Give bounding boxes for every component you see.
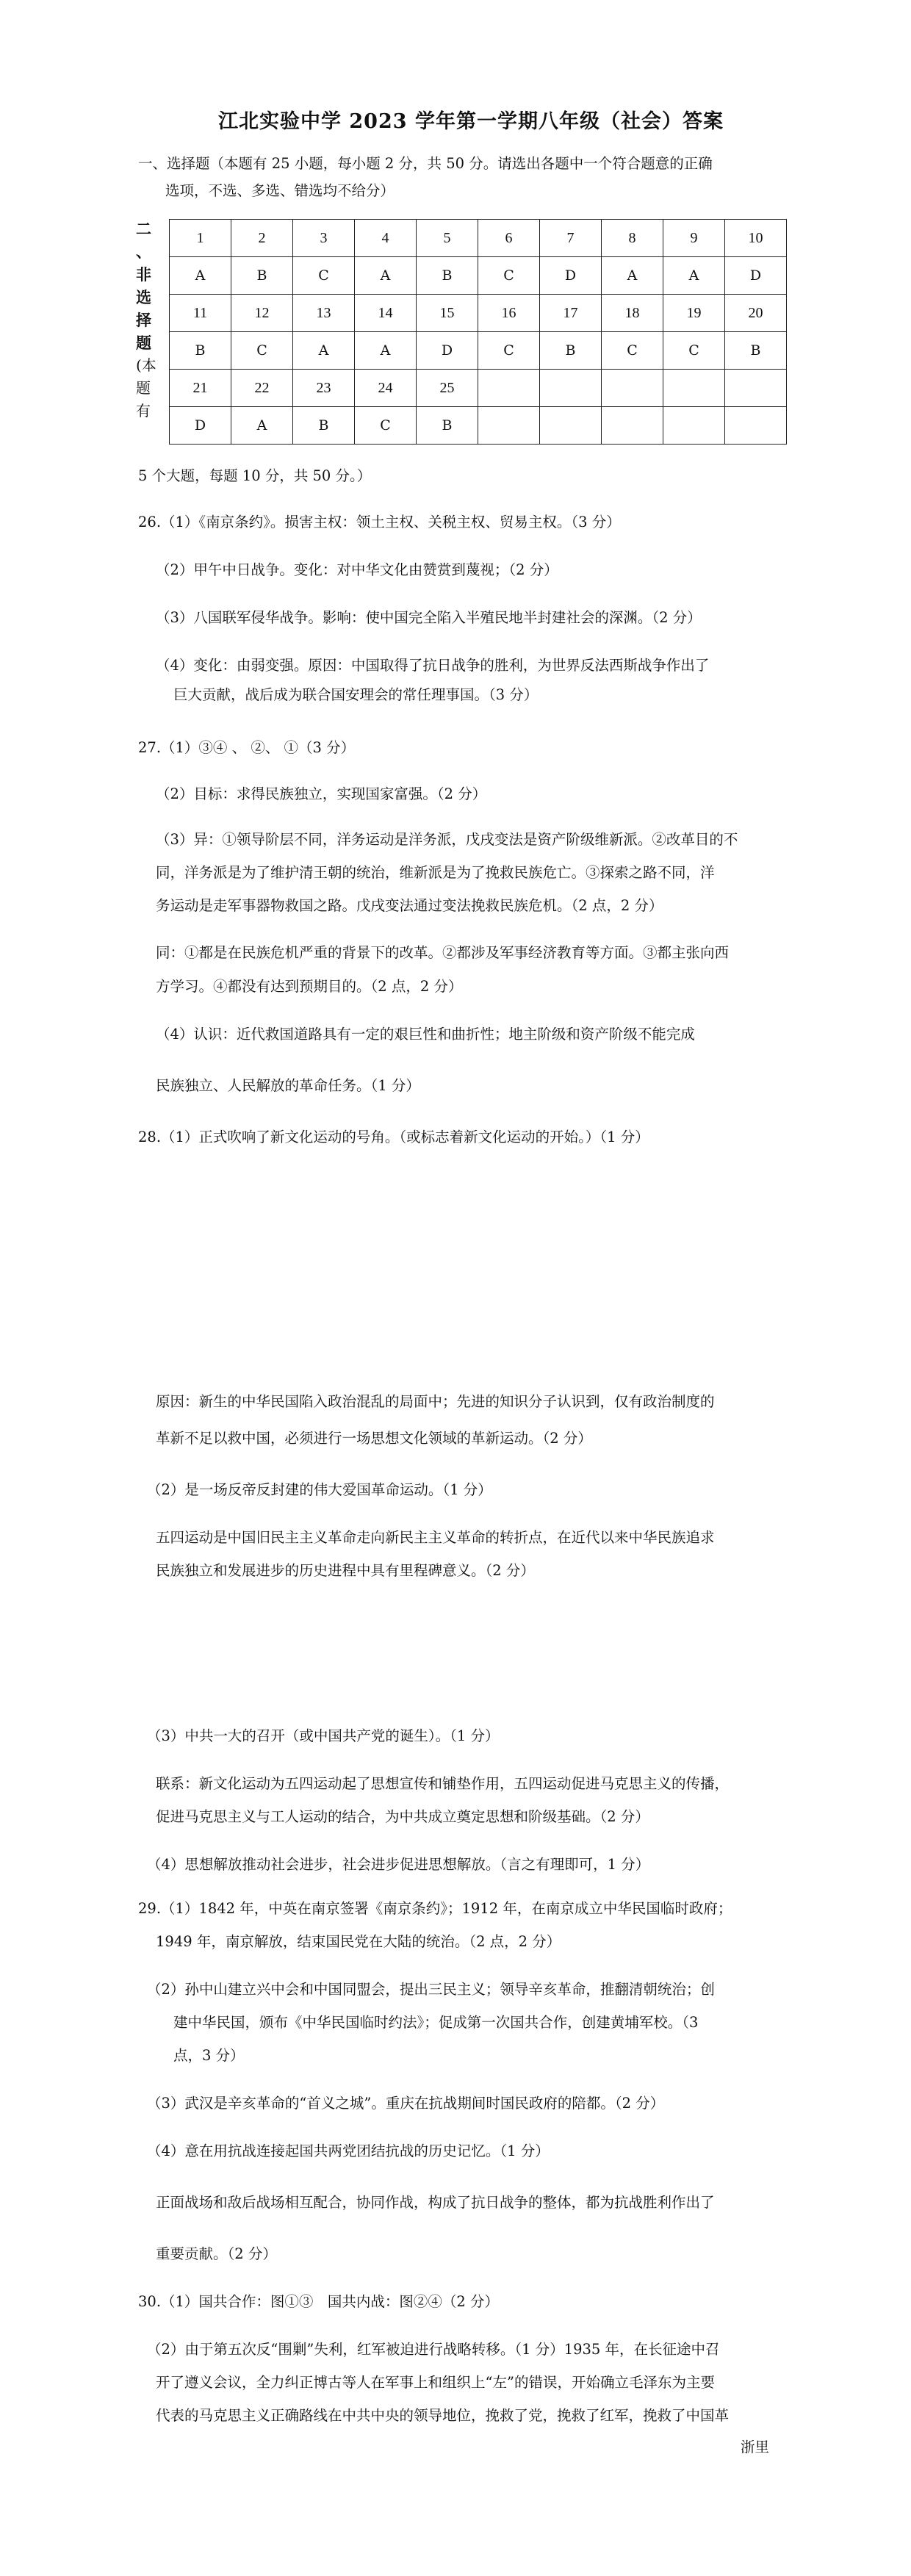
table-cell: 24 [355, 370, 417, 407]
table-cell [602, 370, 663, 407]
table-cell: 12 [231, 295, 293, 332]
table-cell: 23 [293, 370, 355, 407]
table-cell: 10 [725, 220, 787, 257]
q28-line: 28.（1）正式吹响了新文化运动的号角。（或标志着新文化运动的开始。）（1 分） [138, 1129, 649, 1145]
q28-line: 原因：新生的中华民国陷入政治混乱的局面中；先进的知识分子认识到，仅有政治制度的 [156, 1393, 715, 1410]
q30-line: 代表的马克思主义正确路线在中共中央的领导地位，挽救了党，挽救了红军，挽救了中国革 [156, 2407, 730, 2424]
q29-line: 1949 年，南京解放，结束国民党在大陆的统治。（2 点，2 分） [156, 1933, 561, 1950]
table-cell: A [355, 332, 417, 370]
table-cell: C [602, 332, 663, 370]
table-row [170, 257, 787, 295]
q30-line: 30.（1）国共合作：图①③ 国共内战：图②④（2 分） [138, 2293, 500, 2310]
table-cell: B [231, 257, 293, 295]
table-cell: 22 [231, 370, 293, 407]
table-row [170, 370, 787, 407]
section2-vertical-label [136, 217, 165, 422]
vertical-char: 非 [136, 265, 151, 284]
table-cell: 2 [231, 220, 293, 257]
vertical-char: 选 [136, 288, 151, 306]
table-cell: B [293, 407, 355, 445]
table-row [170, 407, 787, 445]
q26-line: 巨大贡献，战后成为联合国安理会的常任理事国。（3 分） [173, 686, 539, 703]
table-cell [478, 370, 540, 407]
table-cell: 3 [293, 220, 355, 257]
q29-line: （3）武汉是辛亥革命的“首义之城”。重庆在抗战期间时国民政府的陪都。（2 分） [147, 2095, 665, 2112]
section1-instructions-line1: 一、选择题（本题有 25 小题，每小题 2 分，共 50 分。请选出各题中一个符合题意的正确 [138, 155, 713, 172]
table-cell: 21 [170, 370, 231, 407]
q29-line: 重要贡献。（2 分） [156, 2245, 277, 2262]
q30-line: 开了遵义会议，全力纠正博古等人在军事上和组织上“左”的错误，开始确立毛泽东为主要 [156, 2374, 715, 2391]
table-cell: 16 [478, 295, 540, 332]
table-row [170, 220, 787, 257]
q29-line: （4）意在用抗战连接起国共两党团结抗战的历史记忆。（1 分） [147, 2143, 550, 2159]
table-cell: 15 [417, 295, 478, 332]
q29-line: 29.（1）1842 年，中英在南京签署《南京条约》；1912 年，在南京成立中华民国临时政府； [138, 1900, 732, 1917]
table-cell: C [231, 332, 293, 370]
table-cell: 9 [663, 220, 725, 257]
table-cell: D [725, 257, 787, 295]
q28-line: 五四运动是中国旧民主主义革命走向新民主主义革命的转折点，在近代以来中华民族追求 [156, 1529, 715, 1546]
vertical-char: 、 [136, 242, 151, 261]
table-cell [540, 407, 602, 445]
q28-line: 革新不足以救中国，必须进行一场思想文化领域的革新运动。（2 分） [156, 1430, 592, 1447]
q29-line: （2）孙中山建立兴中会和中国同盟会，提出三民主义；领导辛亥革命，推翻清朝统治；创 [147, 1981, 715, 1998]
q28-line: （4）思想解放推动社会进步，社会进步促进思想解放。（言之有理即可，1 分） [147, 1856, 650, 1873]
q27-line: （2）目标：求得民族独立，实现国家富强。（2 分） [156, 785, 487, 802]
table-cell [478, 407, 540, 445]
q28-line: 联系：新文化运动为五四运动起了思想宣传和铺垫作用，五四运动促进马克思主义的传播， [156, 1775, 730, 1792]
q28-line: （3）中共一大的召开（或中国共产党的诞生）。（1 分） [147, 1727, 500, 1744]
q28-line: 促进马克思主义与工人运动的结合，为中共成立奠定思想和阶级基础。（2 分） [156, 1808, 649, 1825]
table-cell: 1 [170, 220, 231, 257]
table-cell: 6 [478, 220, 540, 257]
table-cell: B [417, 257, 478, 295]
table-cell: 14 [355, 295, 417, 332]
q26-line: （3）八国联军侵华战争。影响：使中国完全陷入半殖民地半封建社会的深渊。（2 分） [156, 609, 702, 626]
table-row [170, 295, 787, 332]
table-cell: 18 [602, 295, 663, 332]
q27-line: 同，洋务派是为了维护清王朝的统治，维新派是为了挽救民族危亡。③探索之路不同，洋 [156, 864, 715, 881]
page-title: 江北实验中学 2023 学年第一学期八年级（社会）答案 [218, 110, 724, 133]
vertical-char: 二 [136, 220, 151, 238]
table-cell: B [170, 332, 231, 370]
q27-line: 同：①都是在民族危机严重的背景下的改革。②都涉及军事经济教育等方面。③都主张向西 [156, 944, 730, 961]
table-cell [725, 407, 787, 445]
table-cell: A [663, 257, 725, 295]
table-cell: B [417, 407, 478, 445]
table-cell: A [231, 407, 293, 445]
table-cell: 11 [170, 295, 231, 332]
vertical-note: (本 [136, 356, 156, 374]
table-cell: C [478, 257, 540, 295]
table-cell: C [355, 407, 417, 445]
table-cell: B [725, 332, 787, 370]
table-cell [725, 370, 787, 407]
table-cell [602, 407, 663, 445]
q26-line: 26.（1）《南京条约》。损害主权：领土主权、关税主权、贸易主权。（3 分） [138, 514, 621, 530]
table-cell: 13 [293, 295, 355, 332]
table-cell: C [478, 332, 540, 370]
vertical-char: 择 [136, 311, 151, 329]
table-cell: B [540, 332, 602, 370]
q27-line: 务运动是走军事器物救国之路。戊戌变法通过变法挽救民族危机。（2 点，2 分） [156, 897, 663, 914]
table-cell [663, 370, 725, 407]
table-cell: C [663, 332, 725, 370]
q26-line: （2）甲午中日战争。变化：对中华文化由赞赏到蔑视；（2 分） [156, 561, 558, 578]
section2-instructions-tail: 5 个大题，每题 10 分，共 50 分。） [138, 467, 372, 484]
q27-line: 方学习。④都没有达到预期目的。（2 点，2 分） [156, 978, 463, 995]
answer-table [169, 219, 787, 445]
table-cell: D [170, 407, 231, 445]
table-cell: A [293, 332, 355, 370]
q27-line: （4）认识：近代救国道路具有一定的艰巨性和曲折性；地主阶级和资产阶级不能完成 [156, 1026, 695, 1043]
q27-line: （3）异：①领导阶层不同，洋务运动是洋务派，戊戌变法是资产阶级维新派。②改革目的不 [156, 831, 738, 848]
q28-line: （2）是一场反帝反封建的伟大爱国革命运动。（1 分） [147, 1481, 492, 1498]
q30-line: （2）由于第五次反“围剿”失利，红军被迫进行战略转移。（1 分）1935 年，在长征途中召 [147, 2341, 720, 2358]
table-cell: A [355, 257, 417, 295]
q29-line: 正面战场和敌后战场相互配合，协同作战，构成了抗日战争的整体，都为抗战胜利作出了 [156, 2194, 715, 2211]
table-cell: C [293, 257, 355, 295]
q29-line: 点，3 分） [173, 2047, 245, 2064]
q26-line: （4）变化：由弱变强。原因：中国取得了抗日战争的胜利，为世界反法西斯战争作出了 [156, 657, 710, 674]
table-cell: 5 [417, 220, 478, 257]
table-cell: 20 [725, 295, 787, 332]
table-cell: D [540, 257, 602, 295]
table-cell: 8 [602, 220, 663, 257]
table-cell: 19 [663, 295, 725, 332]
table-cell: A [170, 257, 231, 295]
q28-line: 民族独立和发展进步的历史进程中具有里程碑意义。（2 分） [156, 1562, 535, 1579]
table-cell: D [417, 332, 478, 370]
table-cell: 17 [540, 295, 602, 332]
table-row [170, 332, 787, 370]
q29-line: 建中华民国，颁布《中华民国临时约法》；促成第一次国共合作，创建黄埔军校。（3 [173, 2014, 699, 2031]
vertical-char: 题 [136, 334, 151, 352]
vertical-note: 有 [136, 402, 151, 420]
q27-line: 民族独立、人民解放的革命任务。（1 分） [156, 1077, 420, 1094]
vertical-note: 题 [136, 379, 151, 397]
footer-mark: 浙里 [741, 2439, 770, 2456]
section1-instructions-line2: 选项，不选、多选、错选均不给分） [165, 182, 395, 199]
table-cell: 7 [540, 220, 602, 257]
table-cell [663, 407, 725, 445]
table-cell [540, 370, 602, 407]
table-cell: 4 [355, 220, 417, 257]
table-cell: A [602, 257, 663, 295]
table-cell: 25 [417, 370, 478, 407]
q27-line: 27.（1）③④ 、 ②、 ①（3 分） [138, 739, 356, 756]
